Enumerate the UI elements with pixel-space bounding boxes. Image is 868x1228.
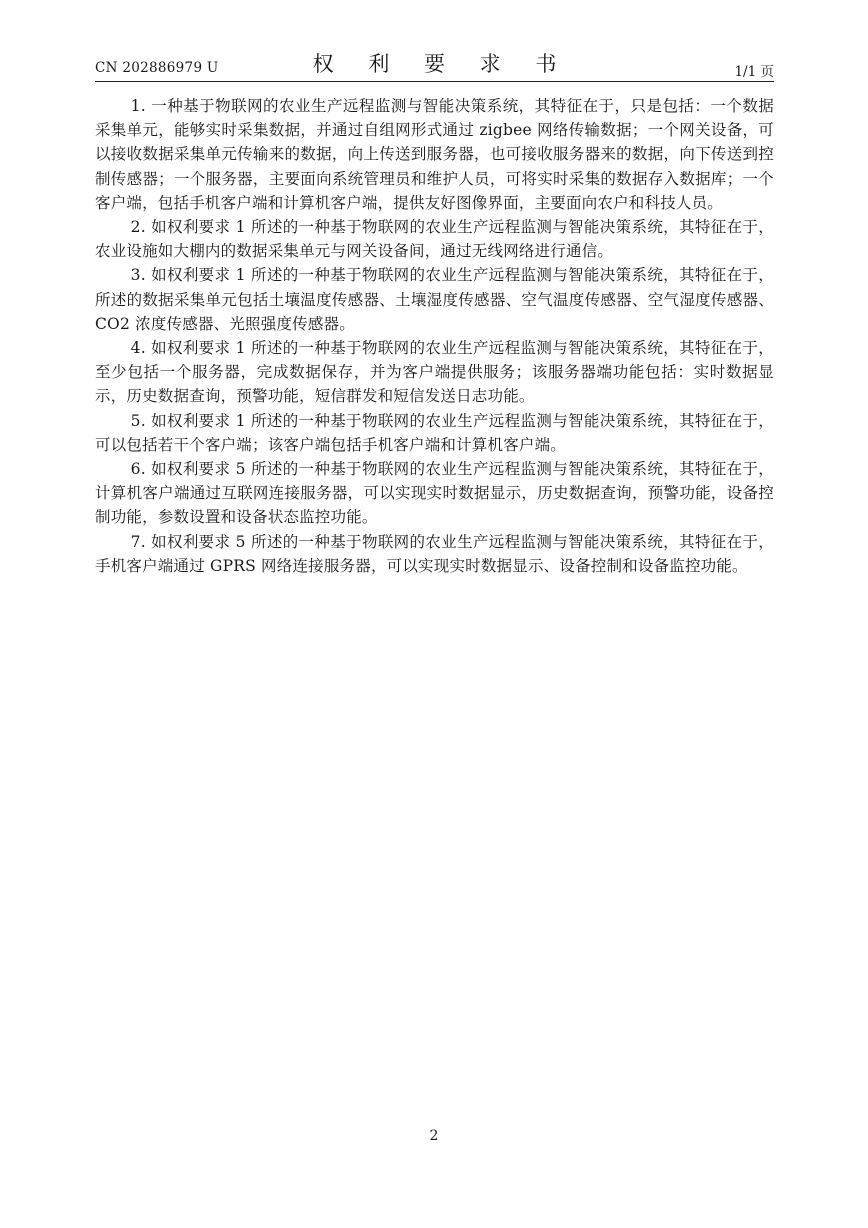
claim-7: 7. 如权利要求 5 所述的一种基于物联网的农业生产远程监测与智能决策系统，其特征在于，手机客户端通过 GPRS 网络连接服务器，可以实现实时数据显示、设备控制和设备监控功能。 [95, 532, 774, 575]
claim-2: 2. 如权利要求 1 所述的一种基于物联网的农业生产远程监测与智能决策系统，其特征在于，农业设施如大棚内的数据采集单元与网关设备间，通过无线网络进行通信。 [95, 218, 774, 261]
page-number: 2 [429, 1128, 439, 1144]
header-divider [95, 81, 774, 82]
claim-5: 5. 如权利要求 1 所述的一种基于物联网的农业生产远程监测与智能决策系统，其特征在于，可以包括若干个客户端；该客户端包括手机客户端和计算机客户端。 [95, 411, 774, 454]
claim-6: 6. 如权利要求 5 所述的一种基于物联网的农业生产远程监测与智能决策系统，其特征在于，计算机客户端通过互联网连接服务器，可以实现实时数据显示，历史数据查询，预警功能，设备控制功能，参数设置和设备状态监控功能。 [95, 460, 774, 527]
claim-4: 4. 如权利要求 1 所述的一种基于物联网的农业生产远程监测与智能决策系统，其特征在于，至少包括一个服务器，完成数据保存，并为客户端提供服务；该服务器端功能包括：实时数据显示，历史数据查询，预警功能，短信群发和短信发送日志功能。 [95, 339, 774, 406]
page-count: 1/1 页 [734, 64, 774, 80]
document-title: 权 利 要 求 书 [312, 52, 571, 76]
claims-list [95, 94, 774, 578]
claim-3: 3. 如权利要求 1 所述的一种基于物联网的农业生产远程监测与智能决策系统，其特征在于，所述的数据采集单元包括土壤温度传感器、土壤湿度传感器、空气温度传感器、空气湿度传感器、CO2 浓度传感器、光照强度传感器。 [95, 266, 774, 333]
page-header [95, 46, 774, 82]
patent-number: CN 202886979 U [95, 60, 219, 76]
claim-1: 1. 一种基于物联网的农业生产远程监测与智能决策系统，其特征在于，只是包括：一个数据采集单元，能够实时采集数据，并通过自组网形式通过 zigbee 网络传输数据；一个网关设备，可以接收数据采集单元传输来的数据，向上传送到服务器，也可接收服务器来的数据，向下传送到控制传感器；一个服务器，主要面向系统管理员和维护人员，可将实时采集的数据存入数据库；一个客户端，包括手机客户端和计算机客户端，提供友好图像界面，主要面向农户和科技人员。 [95, 97, 774, 212]
